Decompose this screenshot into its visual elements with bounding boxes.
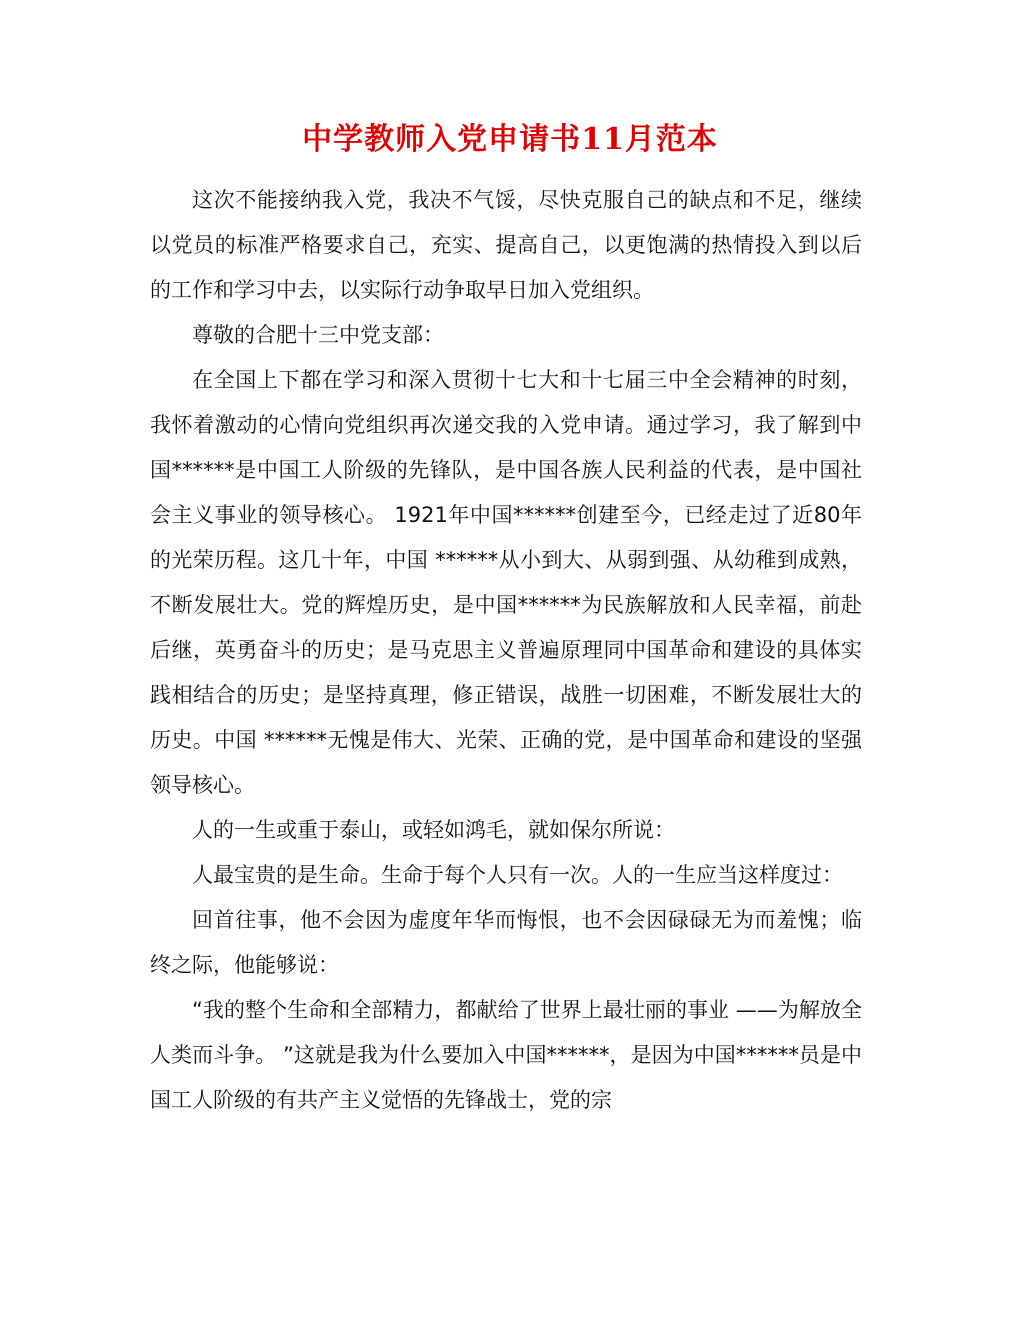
paragraph-7: “我的整个生命和全部精力，都献给了世界上最壮丽的事业 ——为解放全人类而斗争。 ”这就是我为什么要加入中国******，是因为中国******员是中国工人阶级的有共产主义觉悟的先锋战士，党的宗	[150, 998, 862, 1112]
paragraph-3: 在全国上下都在学习和深入贯彻十七大和十七届三中全会精神的时刻，我怀着激动的心情向党组织再次递交我的入党申请。通过学习，我了解到中国******是中国工人阶级的先锋队，是中国各族人民利益的代表，是中国社会主义事业的领导核心。 1921年中国******创建至今，已经走过了近80年的光荣历程。这几十年，中国 ******从小到大、从弱到强、从幼稚到成熟，不断发展壮大。党的辉煌历史，是中国******为民族解放和人民幸福，前赴后继，英勇奋斗的历史；是马克思主义普遍原理同中国革命和建设的具体实践相结合的历史；是坚持真理，修正错误，战胜一切困难，不断发展壮大的历史。中国 ******无愧是伟大、光荣、正确的党，是中国革命和建设的坚强领导核心。	[150, 368, 862, 797]
paragraph-5: 人最宝贵的是生命。生命于每个人只有一次。人的一生应当这样度过：	[192, 863, 843, 887]
paragraph-1: 这次不能接纳我入党，我决不气馁，尽快克服自己的缺点和不足，继续以党员的标准严格要求自己，充实、提高自己，以更饱满的热情投入到以后的工作和学习中去，以实际行动争取早日加入党组织。	[150, 188, 862, 302]
document-body	[150, 178, 862, 1123]
document-title: 中学教师入党申请书11月范本	[302, 122, 718, 157]
paragraph-6: 回首往事，他不会因为虚度年华而悔恨，也不会因碌碌无为而羞愧；临终之际，他能够说：	[150, 908, 862, 977]
paragraph-4: 人的一生或重于泰山，或轻如鸿毛，就如保尔所说：	[192, 818, 675, 842]
paragraph-2: 尊敬的合肥十三中党支部：	[192, 323, 444, 347]
